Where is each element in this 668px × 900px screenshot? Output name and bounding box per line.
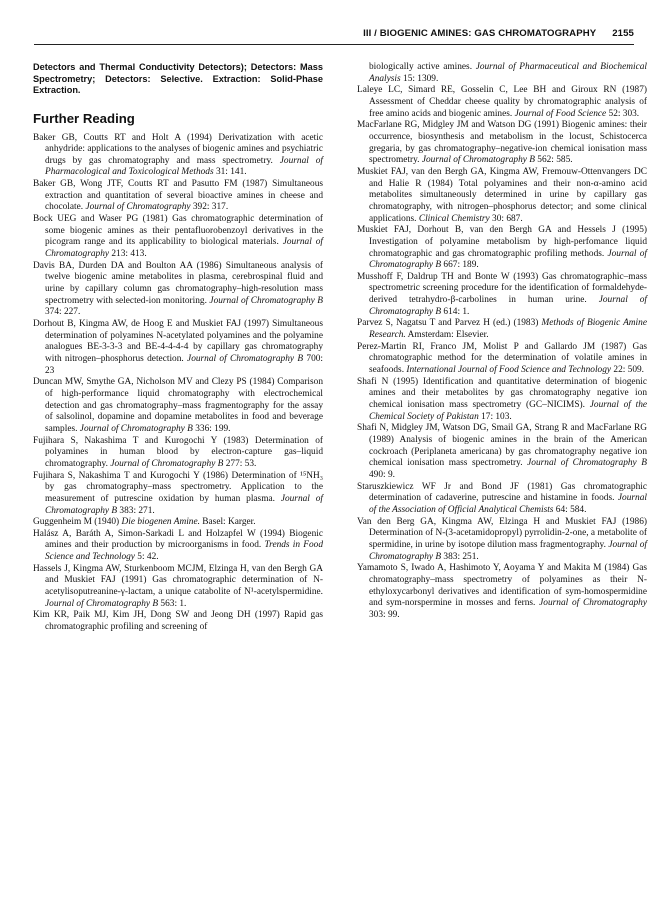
reference-volume: 277: 53. bbox=[225, 458, 257, 469]
left-column bbox=[33, 62, 323, 634]
reference-text: Baker GB, Wong JTF, Coutts RT and Pasutto FM (1987) Simultaneous extraction and quantitation of several bioactive amines in cheese and chocolate. bbox=[33, 179, 323, 213]
reference-volume: 562: 585. bbox=[537, 155, 573, 166]
reference-entry bbox=[357, 120, 647, 167]
reference-text: Halász A, Baráth A, Simon-Sarkadi L and Holzapfel W (1994) Biogenic amines and their production by microorganisms in food. bbox=[33, 528, 323, 551]
reference-entry bbox=[357, 517, 647, 564]
reference-text: Davis BA, Durden DA and Boulton AA (1986) Simultaneous analysis of twelve biogenic amine metabolites in plasma, cerebrospinal fluid and urine by capillary column gas chromatography–high-resolution mass spectrometry with selected-ion monitoring. bbox=[33, 260, 323, 306]
reference-journal: Journal of the Chemical Society of Pakistan bbox=[369, 400, 648, 422]
reference-entry bbox=[357, 377, 647, 424]
reference-entry bbox=[357, 167, 647, 225]
reference-text: Laleye LC, Simard RE, Gosselin C, Lee BH and Giroux RN (1987) Assessment of Cheddar cheese quality by chromatographic analysis of free amino acids and biogenic amines. bbox=[357, 85, 647, 119]
reference-entry bbox=[357, 225, 647, 272]
reference-journal: Journal of Pharmacological and Toxicological Methods bbox=[45, 155, 323, 178]
reference-volume: 213: 413. bbox=[111, 249, 147, 260]
reference-volume: 563: 1. bbox=[160, 598, 187, 609]
reference-text: Parvez S, Nagatsu T and Parvez H (ed.) (1983) bbox=[357, 318, 539, 329]
reference-entry bbox=[33, 133, 323, 180]
reference-journal: Clinical Chemistry bbox=[418, 213, 490, 224]
reference-journal: Journal of Chromatography B bbox=[369, 248, 647, 271]
reference-journal: Journal of Chromatography B bbox=[79, 423, 193, 434]
reference-entry bbox=[33, 471, 323, 518]
reference-journal: Journal of Food Science bbox=[514, 108, 607, 119]
reference-text: MacFarlane RG, Midgley JM and Watson DG (1991) Biogenic amines: their occurrence, biosynthesis and metabolism in the locust, Schistocerca gregaria, by gas chromatography–negative-ion chemical ionisation mass spectrometry. bbox=[357, 120, 647, 166]
reference-journal: Trends in Food Science and Technology bbox=[45, 540, 324, 563]
reference-journal: Journal of Chromatography B bbox=[209, 295, 323, 306]
reference-text: Perez-Martin RI, Franco JM, Molist P and Gallardo JM (1987) Gas chromatographic method for the determination of volatile amines in seafoods. bbox=[357, 341, 647, 376]
running-title: III / BIOGENIC AMINES: GAS CHROMATOGRAPHY bbox=[363, 28, 597, 39]
reference-volume: Amsterdam: Elsevier. bbox=[407, 330, 489, 341]
reference-journal: Journal of Chromatography bbox=[85, 202, 191, 213]
reference-journal: Journal of Chromatography bbox=[539, 598, 647, 609]
reference-volume: 303: 99. bbox=[369, 609, 400, 620]
reference-volume: 667: 189. bbox=[443, 260, 479, 271]
section-heading: Further Reading bbox=[33, 110, 135, 126]
reference-entry bbox=[33, 529, 323, 564]
reference-volume: 336: 199. bbox=[195, 423, 231, 434]
reference-journal: Journal of Chromatography bbox=[45, 237, 323, 260]
reference-text: Fujihara S, Nakashima T and Kurogochi Y (1986) Determination of ¹⁵NH₃ by gas chromatography–mass spectrometry. Application to the measurement of putrescine oxidation by human plasma. bbox=[33, 470, 323, 504]
reference-text: Van den Berg GA, Kingma AW, Elzinga H and Muskiet FAJ (1986) Determination of N-(3-acetamidopropyl) pyrrolidin-2-one, a metabolite of spermidine, in urine by isotope dilution mass fragmentography. bbox=[357, 516, 647, 550]
reference-entry bbox=[357, 563, 647, 621]
reference-journal: Journal of the Association of Official Analytical Chemists bbox=[369, 493, 647, 515]
reference-volume: 30: 687. bbox=[492, 213, 523, 224]
reference-list-left bbox=[33, 133, 323, 634]
reference-text: Baker GB, Coutts RT and Holt A (1994) Derivatization with acetic anhydride: applications to the analyses of biogenic amines and psychiatric drugs by gas chromatography and mass spectrometry. bbox=[33, 132, 323, 166]
reference-journal: International Journal of Food Science and Technology bbox=[406, 365, 612, 376]
reference-volume: 374: 227. bbox=[45, 307, 81, 318]
reference-text: Muskiet FAJ, van den Bergh GA, Kingma AW, Fremouw-Ottenvangers DC and Halie R (1984) Total polyamines and their non-α-amino acid metabolites simultaneously determined in urine by capillary gas chromatography, with nitrogen–phosphorus detector; and some clinical applications. bbox=[357, 166, 647, 224]
reference-entry bbox=[33, 319, 323, 377]
reference-text: Yamamoto S, Iwado A, Hashimoto Y, Aoyama Y and Makita M (1984) Gas chromatography–mass spectrometry of polyamines as their N-ethyloxycarbonyl derivatives and identification of sym-homospermidine and sym-norspermine in mosses and ferns. bbox=[357, 563, 647, 609]
reference-entry bbox=[357, 62, 647, 85]
reference-entry bbox=[33, 377, 323, 435]
reference-volume: 383: 271. bbox=[119, 505, 155, 516]
reference-entry bbox=[33, 517, 323, 529]
reference-text: Duncan MW, Smythe GA, Nicholson MV and Clezy PS (1984) Comparison of high-performance liquid chromatography with electrochemical detection and gas chromatography–mass fragmentography for the assay of salsolinol, dopamine and dopamine metabolites in food and beverage samples. bbox=[33, 377, 323, 434]
reference-volume: 52: 303. bbox=[608, 108, 640, 119]
running-header bbox=[34, 28, 634, 45]
reference-volume: 392: 317. bbox=[192, 202, 229, 213]
see-also-part1: Detectors and Thermal Conductivity Detectors); Detectors: Mass Spectrometry; Detectors: Selective. bbox=[33, 62, 323, 84]
reference-text: Shafi N (1995) Identification and quantitative determination of biogenic amines and their metabolites by gas chromatography negative ion chemical ionisation mass spectrometry (GC–NICIMS). bbox=[357, 376, 647, 411]
reference-text: biologically active amines. bbox=[369, 62, 473, 72]
reference-volume: 31: 141. bbox=[215, 167, 247, 178]
reference-volume: 17: 103. bbox=[481, 411, 512, 422]
reference-journal: Journal of Chromatography B bbox=[110, 458, 224, 469]
reference-journal: Journal of Pharmaceutical and Biochemical Analysis bbox=[369, 62, 647, 84]
reference-entry bbox=[357, 482, 647, 517]
reference-volume: 22: 509. bbox=[613, 365, 645, 376]
reference-journal: Methods of Biogenic Amine Research. bbox=[369, 318, 647, 341]
reference-volume: 15: 1309. bbox=[403, 73, 439, 84]
reference-journal: Journal of Chromatography B bbox=[369, 295, 647, 317]
reference-volume: 5: 42. bbox=[137, 552, 159, 563]
reference-entry bbox=[33, 610, 323, 633]
reference-text: Hassels J, Kingma AW, Sturkenboom MCJM, Elzinga H, van den Bergh GA and Muskiet FAJ (1991) Gas chromatographic determination of N-acetylisoputreanine-γ-lactam, a unique catabolite of N¹-acetylspermidine. bbox=[33, 563, 323, 598]
page-number: 2155 bbox=[612, 28, 634, 39]
reference-volume: 490: 9. bbox=[369, 469, 395, 480]
reference-entry bbox=[357, 272, 647, 319]
reference-text: Muskiet FAJ, Dorhout B, van den Bergh GA and Hessels J (1995) Investigation of polyamine metabolism by high-perfomance liquid chromatographic and gas chromatographic profiling methods. bbox=[357, 225, 647, 259]
reference-volume: 64: 584. bbox=[555, 504, 587, 515]
reference-entry bbox=[357, 85, 647, 120]
reference-volume: 700: 23 bbox=[45, 353, 324, 376]
reference-entry bbox=[33, 564, 323, 611]
reference-journal: Journal of Chromatography B bbox=[187, 353, 304, 364]
reference-journal: Journal of Chromatography B bbox=[527, 458, 647, 469]
reference-list-right bbox=[357, 62, 647, 622]
reference-entry bbox=[357, 423, 647, 481]
reference-journal: Journal of Chromatography B bbox=[421, 155, 535, 166]
reference-entry bbox=[33, 261, 323, 319]
right-column bbox=[357, 62, 647, 622]
reference-text: Musshoff F, Daldrup TH and Bonte W (1993) Gas chromatographic–mass spectrometric screening procedure for the identification of formaldehyde-derived tetrahydro-β-carbolines in human urine. bbox=[357, 271, 647, 306]
reference-text: Bock UEG and Waser PG (1981) Gas chromatographic determination of some biogenic amines as their pentafluorobenzoyl derivatives in the picogram range and its applicability to biological materials. bbox=[33, 214, 323, 248]
reference-entry bbox=[33, 214, 323, 261]
reference-journal: Journal of Chromatography B bbox=[45, 598, 159, 609]
see-also-part2: Solid-Phase Extraction. bbox=[33, 73, 324, 95]
see-also-label: Extraction: bbox=[212, 73, 261, 84]
reference-text: Guggenheim M (1940) bbox=[33, 517, 120, 528]
reference-volume: Basel: Karger. bbox=[202, 517, 256, 528]
reference-text: Shafi N, Midgley JM, Watson DG, Smail GA, Strang R and MacFarlane RG (1989) Analysis of biogenic amines in the brain of the American cockroach (Periplaneta americana) by gas chromatography negative ion chemical ionisation mass spectrometry. bbox=[357, 423, 647, 469]
reference-volume: 383: 251. bbox=[443, 551, 479, 562]
reference-journal: Die biogenen Amine. bbox=[121, 517, 200, 528]
reference-entry bbox=[357, 318, 647, 341]
reference-volume: 614: 1. bbox=[443, 306, 470, 317]
reference-entry bbox=[357, 342, 647, 377]
reference-text: Dorhout B, Kingma AW, de Hoog E and Muskiet FAJ (1997) Simultaneous determination of polyamines N-acetylated polyamines and the polyamine analogues BE-3-3-3 and BE-4-4-4-4 by capillary gas chromatography with nitrogen–phosphorus detection. bbox=[33, 319, 323, 364]
see-also-text bbox=[33, 62, 323, 97]
reference-entry bbox=[33, 179, 323, 214]
reference-text: Staruszkiewicz WF Jr and Bond JF (1981) Gas chromatographic determination of cadaverine, putrescine and histamine in foods. bbox=[357, 481, 647, 504]
reference-journal: Journal of Chromatography B bbox=[369, 539, 647, 562]
reference-text: Kim KR, Paik MJ, Kim JH, Dong SW and Jeong DH (1997) Rapid gas chromatographic profiling and screening of bbox=[33, 610, 323, 633]
reference-text: Fujihara S, Nakashima T and Kurogochi Y (1983) Determination of polyamines in human blood by electron-capture gas–liquid chromatography. bbox=[33, 435, 323, 469]
reference-journal: Journal of Chromatography B bbox=[45, 493, 323, 516]
reference-entry bbox=[33, 436, 323, 471]
